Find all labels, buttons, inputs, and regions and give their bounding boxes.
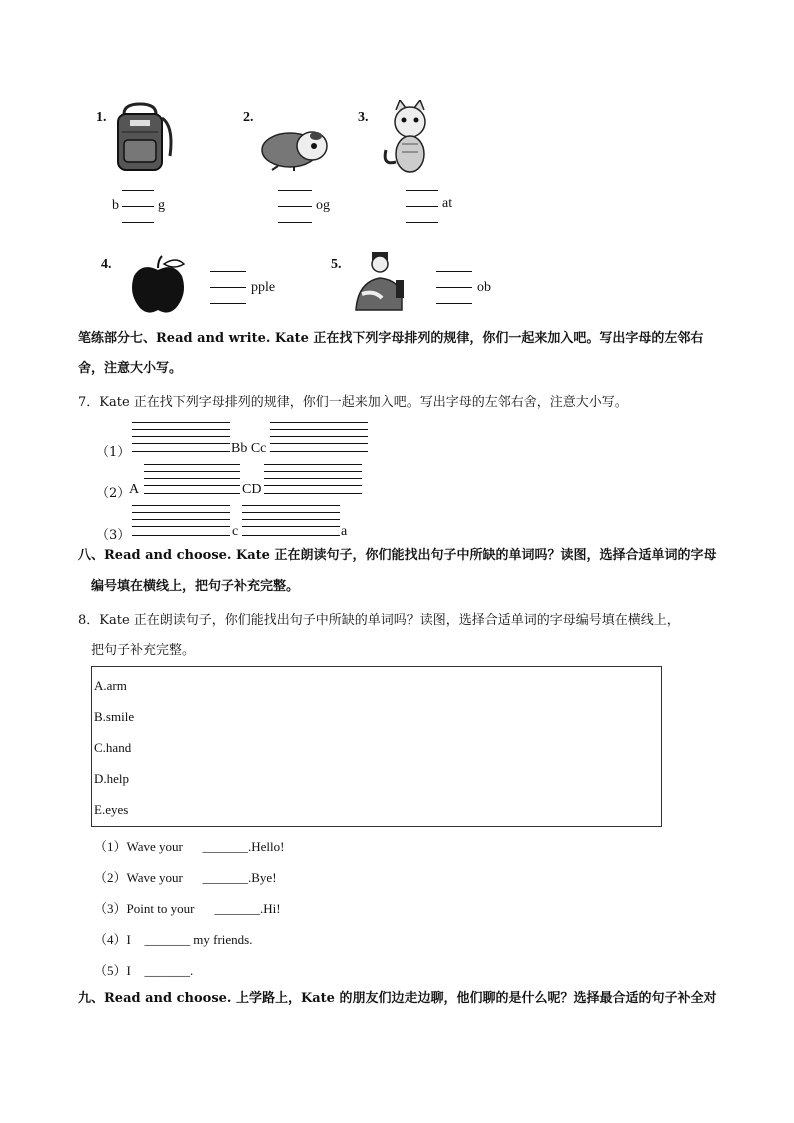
sentence-start: Wave your (126, 870, 183, 885)
sentence-start: Point to your (126, 901, 195, 916)
picture-number: 2. (243, 110, 254, 125)
given-letters: CD (242, 482, 262, 497)
sentence-start: I (126, 963, 131, 978)
word-suffix: g (158, 198, 165, 213)
sentence-start: Wave your (126, 839, 183, 854)
sentence (94, 929, 252, 948)
sentence-label: （5） (94, 963, 127, 978)
given-letters: a (341, 524, 348, 539)
answer-blank[interactable]: _______ (144, 963, 191, 978)
section-heading: 舍，注意大小写。 (78, 361, 183, 376)
answer-blank[interactable]: _______ (214, 901, 261, 916)
sentence-label: （3） (94, 901, 127, 916)
picture-number: 5. (331, 257, 342, 272)
option: C.hand (94, 740, 132, 755)
given-letters: A (129, 482, 140, 497)
word-suffix: og (316, 198, 330, 213)
word-suffix: pple (251, 280, 276, 295)
sentence-end: .Hi! (260, 901, 281, 916)
sentence-end: .Hello! (248, 839, 285, 854)
question-text: 把句子补充完整。 (91, 643, 196, 658)
cat-icon (380, 100, 438, 174)
picture-number: 1. (96, 110, 107, 125)
question-text: 7．Kate 正在找下列字母排列的规律，你们一起来加入吧。写出字母的左邻右舍，注意大小写。 (78, 395, 628, 410)
sentence-end: . (190, 963, 194, 978)
option: E.eyes (94, 802, 129, 817)
dog-icon (258, 122, 330, 172)
answer-blank[interactable]: _______ (144, 932, 191, 947)
sentence (94, 836, 284, 855)
backpack-icon (112, 100, 174, 174)
sentence-label: （1） (94, 839, 127, 854)
option: D.help (94, 771, 130, 786)
section-heading: 编号填在横线上，把句子补充完整。 (91, 579, 300, 594)
sentence (94, 867, 277, 886)
picture-number: 4. (101, 257, 112, 272)
given-letters: c (232, 524, 239, 539)
item-label: （3） (96, 528, 131, 543)
option: A.arm (94, 678, 127, 693)
options-box (91, 666, 662, 827)
apple-icon (130, 254, 188, 316)
sentence-start: I (126, 932, 131, 947)
option: B.smile (94, 709, 135, 724)
word-prefix: b (112, 198, 119, 213)
answer-blank[interactable]: _______ (202, 870, 249, 885)
sentence (94, 960, 193, 979)
sentence-end: .Bye! (248, 870, 277, 885)
question-text: 8．Kate 正在朗读句子，你们能找出句子中所缺的单词吗？读图，选择合适单词的字母编号填在横线上， (78, 613, 680, 628)
section-heading: 九、Read and choose. 上学路上，Kate 的朋友们边走边聊，他们聊的是什么呢？选择最合适的句子补全对 (78, 991, 717, 1006)
picture-number: 3. (358, 110, 369, 125)
section-heading: 八、Read and choose. Kate 正在朗读句子，你们能找出句子中所缺的单词吗？读图，选择合适单词的字母 (78, 548, 717, 563)
word-suffix: at (442, 196, 453, 211)
sentence-end: my friends. (193, 932, 253, 947)
answer-blank[interactable]: _______ (202, 839, 249, 854)
section-heading: 笔练部分七、Read and write. Kate 正在找下列字母排列的规律，你们一起来加入吧。写出字母的左邻右 (78, 331, 704, 346)
word-suffix: ob (477, 280, 491, 295)
sentence (94, 898, 281, 917)
sentence-label: （4） (94, 932, 127, 947)
item-label: （2） (96, 486, 131, 501)
item-label: （1） (96, 445, 131, 460)
bob-icon (352, 250, 416, 316)
sentence-label: （2） (94, 870, 127, 885)
given-letters: Bb Cc (231, 441, 267, 456)
